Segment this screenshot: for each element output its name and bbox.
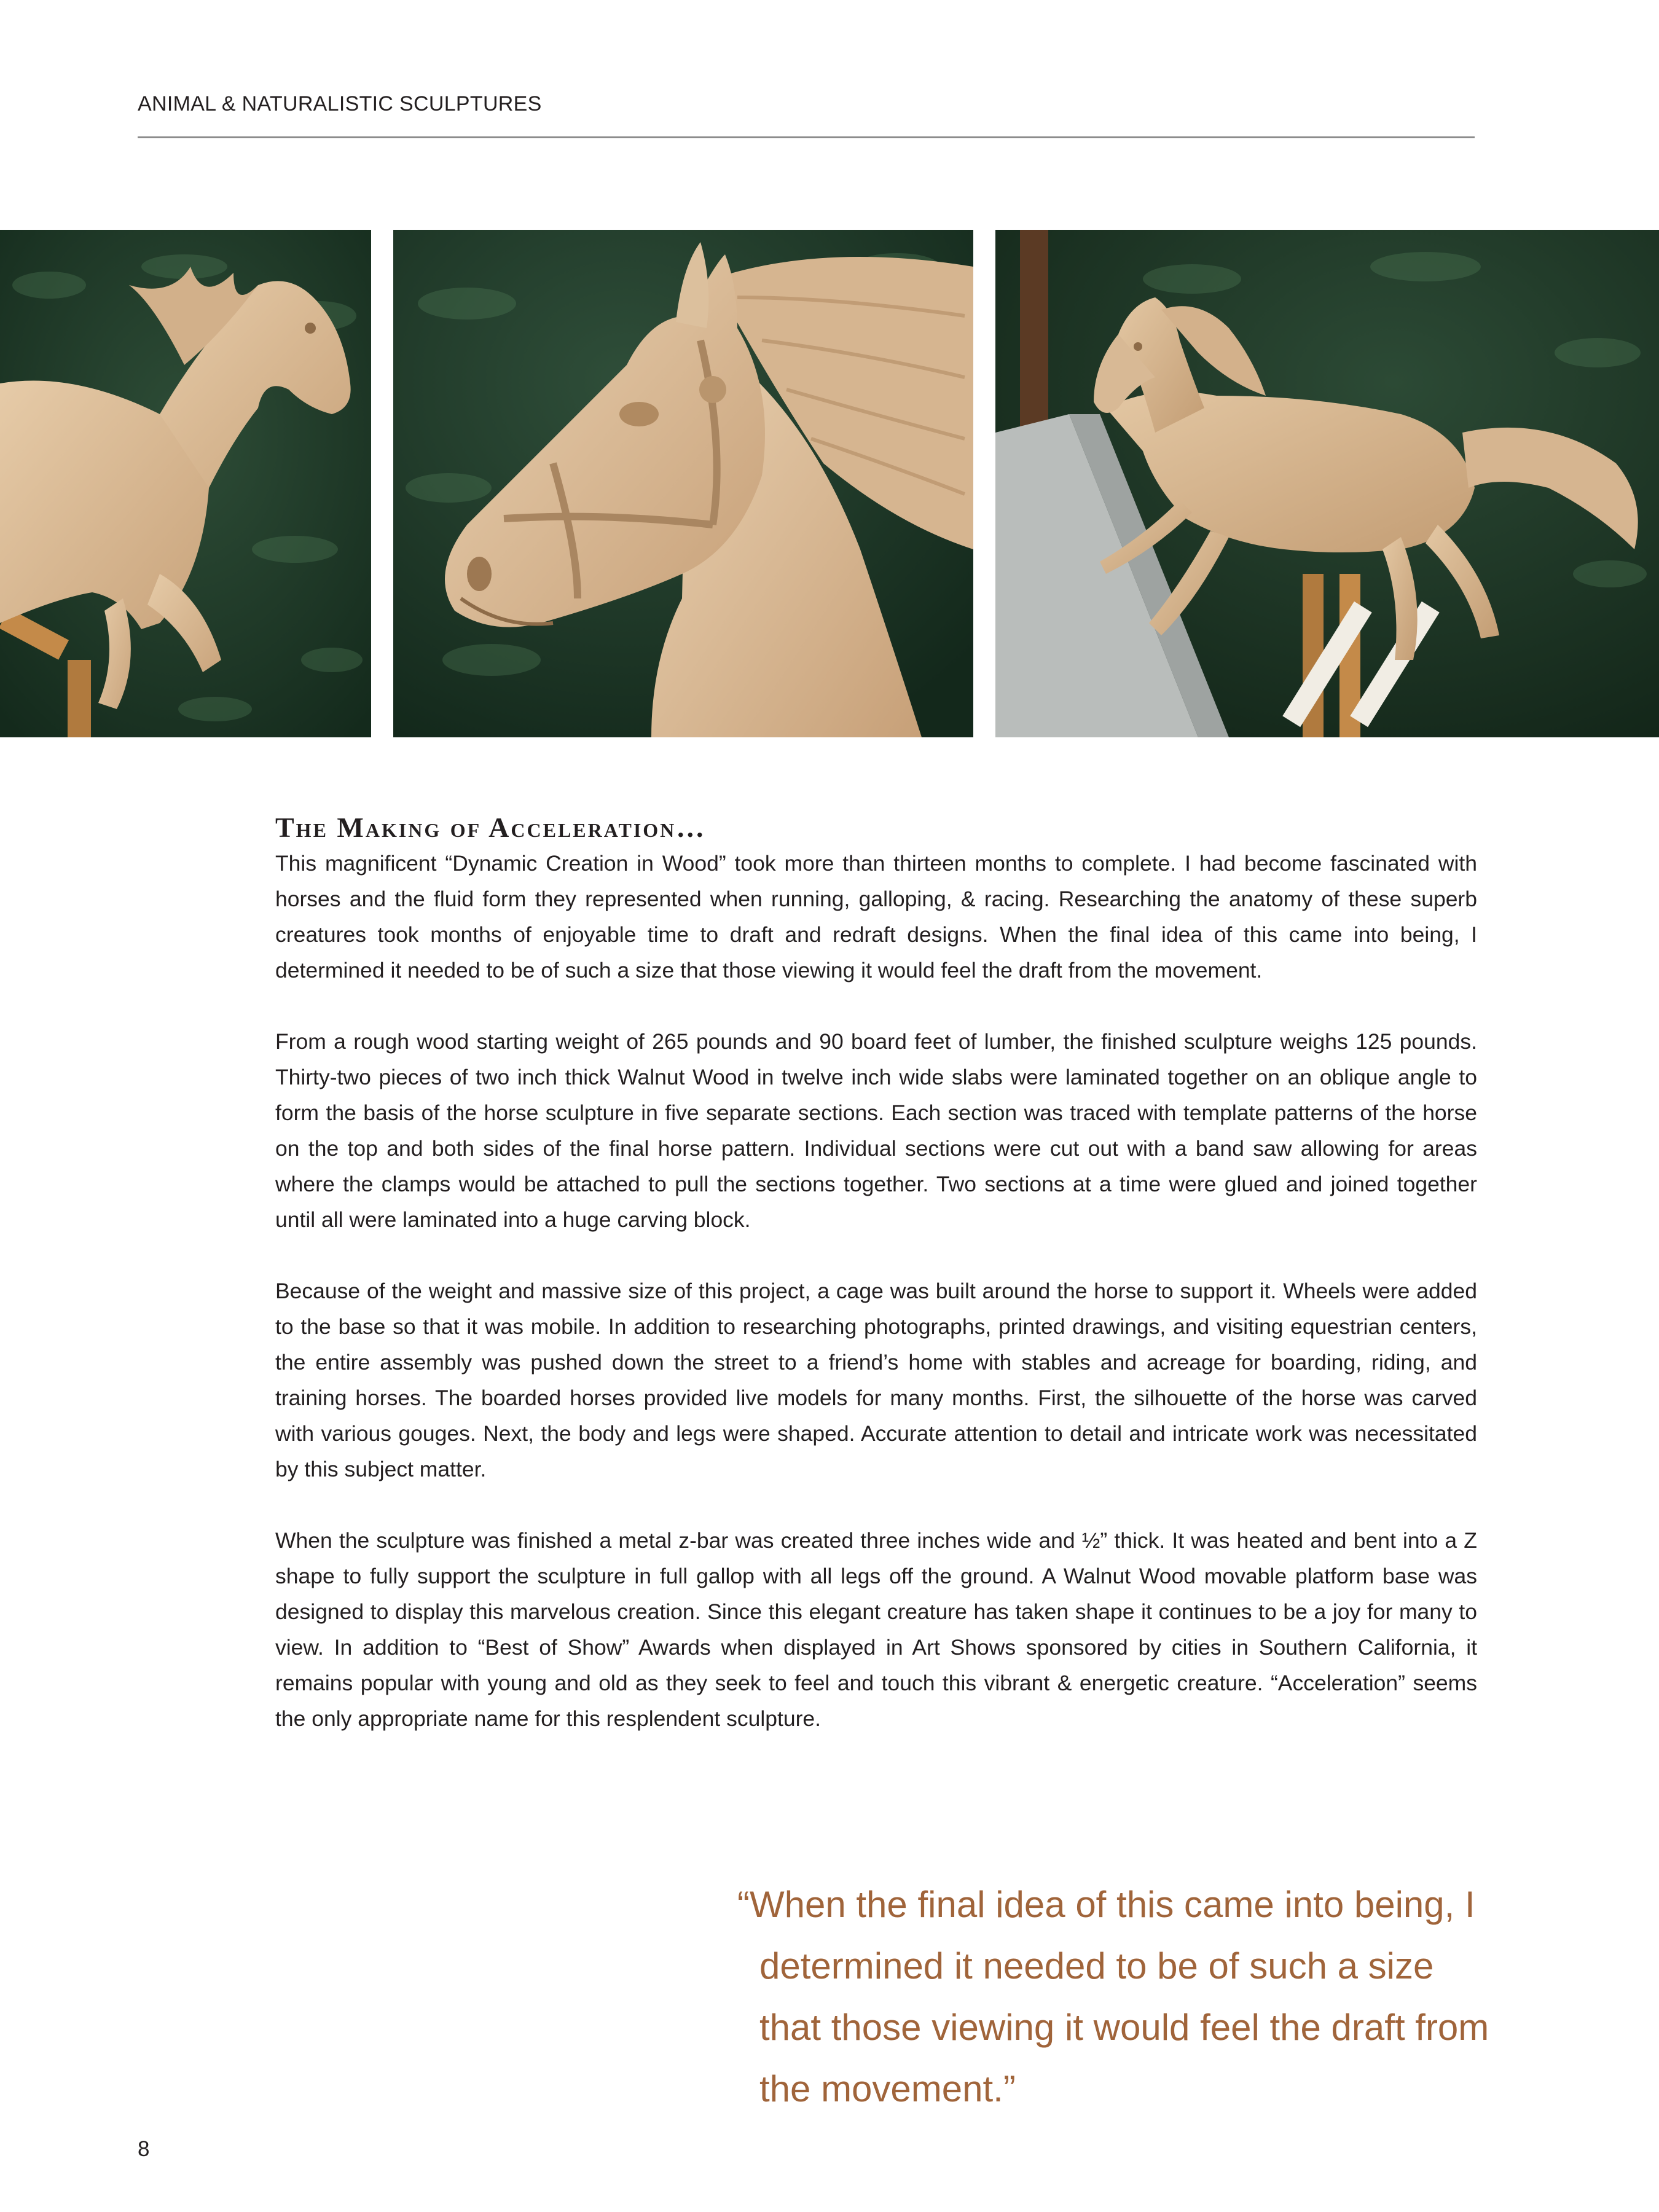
article-paragraph: Because of the weight and massive size of this project, a cage was built around the horse to support it. Wheels were added to the base so that it was mobile. In addition to researching photographs, printed drawings, and visiting equestrian centers, the entire assembly was pushed down the street to a friend’s home with stables and acreage for boarding, riding, and training horses. The boarded horses provided live models for many months. First, the silhouette of the horse was carved with various gouges. Next, the body and legs were shaped. Accurate attention to detail and intricate work was necessitated by this subject matter. xyxy=(275,1279,1477,1481)
photo-horse-full-leap xyxy=(995,230,1659,737)
article xyxy=(275,810,1477,1736)
running-header: ANIMAL & NATURALISTIC SCULPTURES xyxy=(138,92,542,116)
article-paragraph: This magnificent “Dynamic Creation in Wood” took more than thirteen months to complete. I had become fascinated with horses and the fluid form they represented when running, galloping, & racing. Researching the anatomy of these superb creatures took months of enjoyable time to draft and redraft designs. When the final idea of this came into being, I determined it needed to be of such a size that those viewing it would feel the draft from the movement. xyxy=(275,851,1477,982)
article-paragraph: From a rough wood starting weight of 265 pounds and 90 board feet of lumber, the finished sculpture weighs 125 pounds. Thirty-two pieces of two inch thick Walnut Wood in twelve inch wide slabs were laminated together on an oblique angle to form the basis of the horse sculpture in five separate sections. Each section was traced with template patterns of the horse on the top and both sides of the final horse pattern. Individual sections were cut out with a band saw allowing for areas where the clamps would be attached to pull the sections together. Two sections at a time were glued and joined together until all were laminated into a huge carving block. xyxy=(275,1029,1477,1232)
article-body xyxy=(275,845,1477,1736)
photo-horse-gallop-front xyxy=(0,230,371,737)
photo-horse-head-closeup xyxy=(393,230,973,737)
header-rule xyxy=(138,136,1475,138)
pull-quote-text: “When the final idea of this came into being, I determined it needed to be of such a size that those viewing it would feel the draft from the movement.” xyxy=(737,1884,1489,2109)
article-paragraph: When the sculpture was finished a metal z-bar was created three inches wide and ½” thick. It was heated and bent into a Z shape to fully support the sculpture in full gallop with all legs off the ground. A Walnut Wood movable platform base was designed to display this marvelous creation. Since this elegant creature has taken shape it continues to be a joy for many to view. In addition to “Best of Show” Awards when displayed in Art Shows sponsored by cities in Southern California, it remains popular with young and old as they seek to feel and touch this vibrant & energetic creature. “Acceleration” seems the only appropriate name for this resplendent sculpture. xyxy=(275,1528,1477,1731)
page-number: 8 xyxy=(138,2137,150,2161)
article-title: The Making of Acceleration… xyxy=(275,812,707,843)
pull-quote xyxy=(737,1874,1493,2120)
